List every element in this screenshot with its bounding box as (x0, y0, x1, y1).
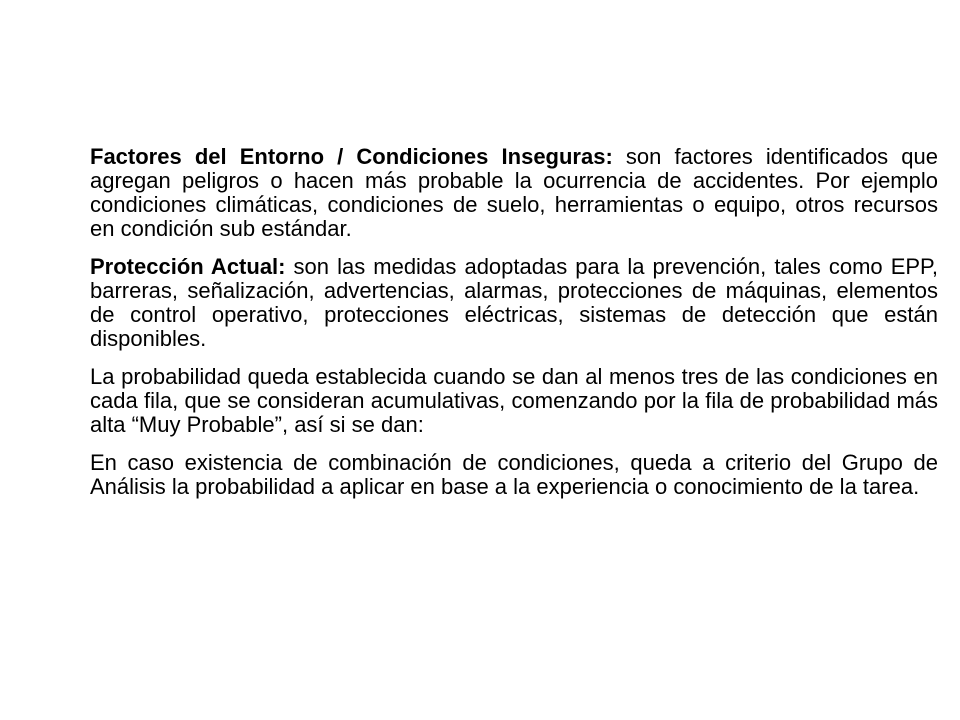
probabilidad-text: La probabilidad queda establecida cuando se dan al menos tres de las condiciones en cada fila, que se consideran acumulativas, comenzando por la fila de probabilidad más alta “Muy Probable”, así si se dan: (90, 364, 938, 437)
paragraph-combinacion (90, 451, 938, 499)
body-text (90, 145, 938, 513)
term-factores-entorno: Factores del Entorno / Condiciones Inseguras: (90, 144, 613, 169)
definition-factores-entorno: son factores identificados que agregan peligros o hacen más probable la ocurrencia de accidentes. Por ejemplo condiciones climáticas, condiciones de suelo, herramientas o equipo, otros recursos en condición sub estándar. (90, 144, 939, 241)
combinacion-text: En caso existencia de combinación de condiciones, queda a criterio del Grupo de Análisis la probabilidad a aplicar en base a la experiencia o conocimiento de la tarea. (90, 450, 938, 499)
definition-proteccion-actual: son las medidas adoptadas para la prevención, tales como EPP, barreras, señalización, advertencias, alarmas, protecciones de máquinas, elementos de control operativo, protecciones eléctricas, sistemas de detección que están disponibles. (90, 254, 938, 351)
paragraph-factores-entorno (90, 145, 938, 241)
term-proteccion-actual: Protección Actual: (90, 254, 286, 279)
paragraph-proteccion-actual (90, 255, 938, 351)
paragraph-probabilidad (90, 365, 938, 437)
